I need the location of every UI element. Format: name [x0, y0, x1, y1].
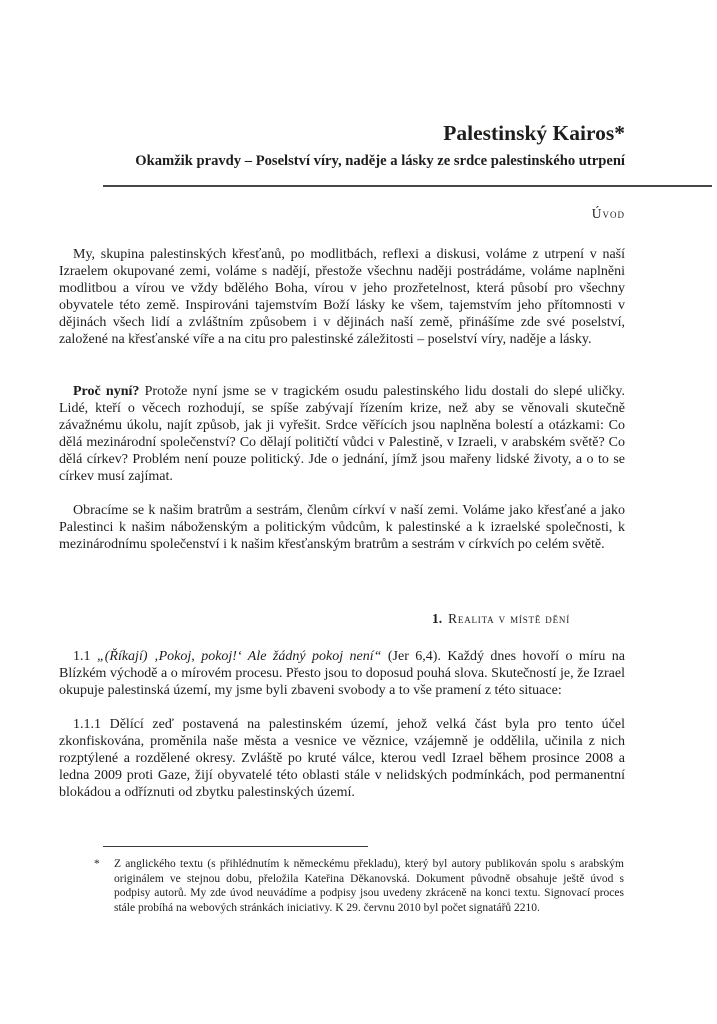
- title-rule: [103, 185, 712, 187]
- section-1-heading: [59, 610, 570, 627]
- intro-paragraph-2: [59, 383, 625, 485]
- footnote-marker: *: [94, 858, 100, 870]
- footnote: [94, 857, 624, 915]
- footnote-text: Z anglického textu (s přihlédnutím k německému překladu), který byl autory publikován spolu s arabským originálem ve stejnou dobu, přeložila Kateřina Děkanovská. Dokument původně obsahuje ještě úvod s podpisy autorů. My zde úvod neuvádíme a podpisy jsou uvedeny zkráceně na konci textu. Signovací proces stále probíhá na webových stránkách iniciativy. K 29. červnu 2010 byl počet signatářů 2210.: [114, 858, 624, 914]
- paragraph-1-1-1: 1.1.1 Dělící zeď postavená na palestinském území, jehož velká část byla pro tento účel zkonfiskována, proměnila naše města a vesnice ve věznice, vzájemně je oddělila, učinila z nich rozptýlené a rozdělené okresy. Zvláště po kruté válce, kterou vedl Izrael během prosince 2008 a ledna 2009 proti Gaze, žijí obyvatelé této oblasti stále v nelidských podmínkách, pod permanentní blokádou a odříznuti od zbytku palestinských území.: [59, 717, 625, 800]
- document-title: Palestinský Kairos*: [443, 121, 625, 145]
- paragraph-lead-bold: Proč nyní?: [73, 384, 140, 399]
- paragraph-1-1: [59, 648, 625, 699]
- paragraph-number: 1.1: [73, 649, 97, 664]
- paragraph-text: (Jer 6,4). Každý dnes hovoří o míru na Blízkém východě a o mírovém procesu. Přesto jsou to doposud pouhá slova. Skutečností je, že Izrael okupuje palestinská území, my jsme byli zbaveni svobody a to vše pramení z této situace:: [59, 649, 626, 698]
- intro-paragraph-1: My, skupina palestinských křesťanů, po modlitbách, reflexi a diskusi, voláme z utrpení v naší Izraelem okupované zemi, voláme s nadějí, přestože všechnu naději postrádáme, voláme naplněni modlitbou a vírou ve vždy bdělého Boha, vírou v jeho prozřetelnost, která působí pro všechny obyvatele této země. Inspirováni tajemstvím Boží lásky ke všem, tajemstvím jeho přítomnosti v dějinách všech lidí a zvláštním způsobem i v dějinách naší země, přinášíme zde své poselství, založené na křesťanské víře a na citu pro palestinské záležitosti – poselství víry, naděje a lásky.: [59, 247, 625, 347]
- paragraph-text: Protože nyní jsme se v tragickém osudu palestinského lidu dostali do slepé uličky. Lidé, kteří o věcech rozhodují, se spíše zabývají řízením krize, než aby se věnovali skutečně závažnému úkolu, najít způsob, jak ji vyřešit. Srdce věřících jsou naplněna bolestí a otázkami: Co dělá mezinárodní společenství? Co dělají političtí vůdci v Palestině, v Izraeli, v arabském světě? Co dělá církev? Problém není pouze politický. Jde o jednání, jímž jsou mařeny lidské životy, a o to se církev musí zajímat.: [59, 384, 625, 484]
- intro-paragraph-3: Obracíme se k našim bratrům a sestrám, členům církví v naší zemi. Voláme jako křesťané a jako Palestinci k našim náboženským a politickým vůdcům, k palestinské a k izraelské společnosti, k mezinárodnímu společenství i k našim křesťanským bratrům a sestrám v církvích po celém světě.: [59, 503, 625, 552]
- scripture-quote: „(Říkají) ‚Pokoj, pokoj!‘ Ale žádný pokoj není“: [96, 649, 382, 664]
- intro-heading: Úvod: [591, 206, 625, 221]
- section-number: 1.: [431, 611, 443, 626]
- footnote-rule: [103, 846, 368, 847]
- document-subtitle: Okamžik pravdy – Poselství víry, naděje a lásky ze srdce palestinského utrpení: [135, 153, 625, 169]
- section-title: Realita v místě dění: [448, 611, 570, 626]
